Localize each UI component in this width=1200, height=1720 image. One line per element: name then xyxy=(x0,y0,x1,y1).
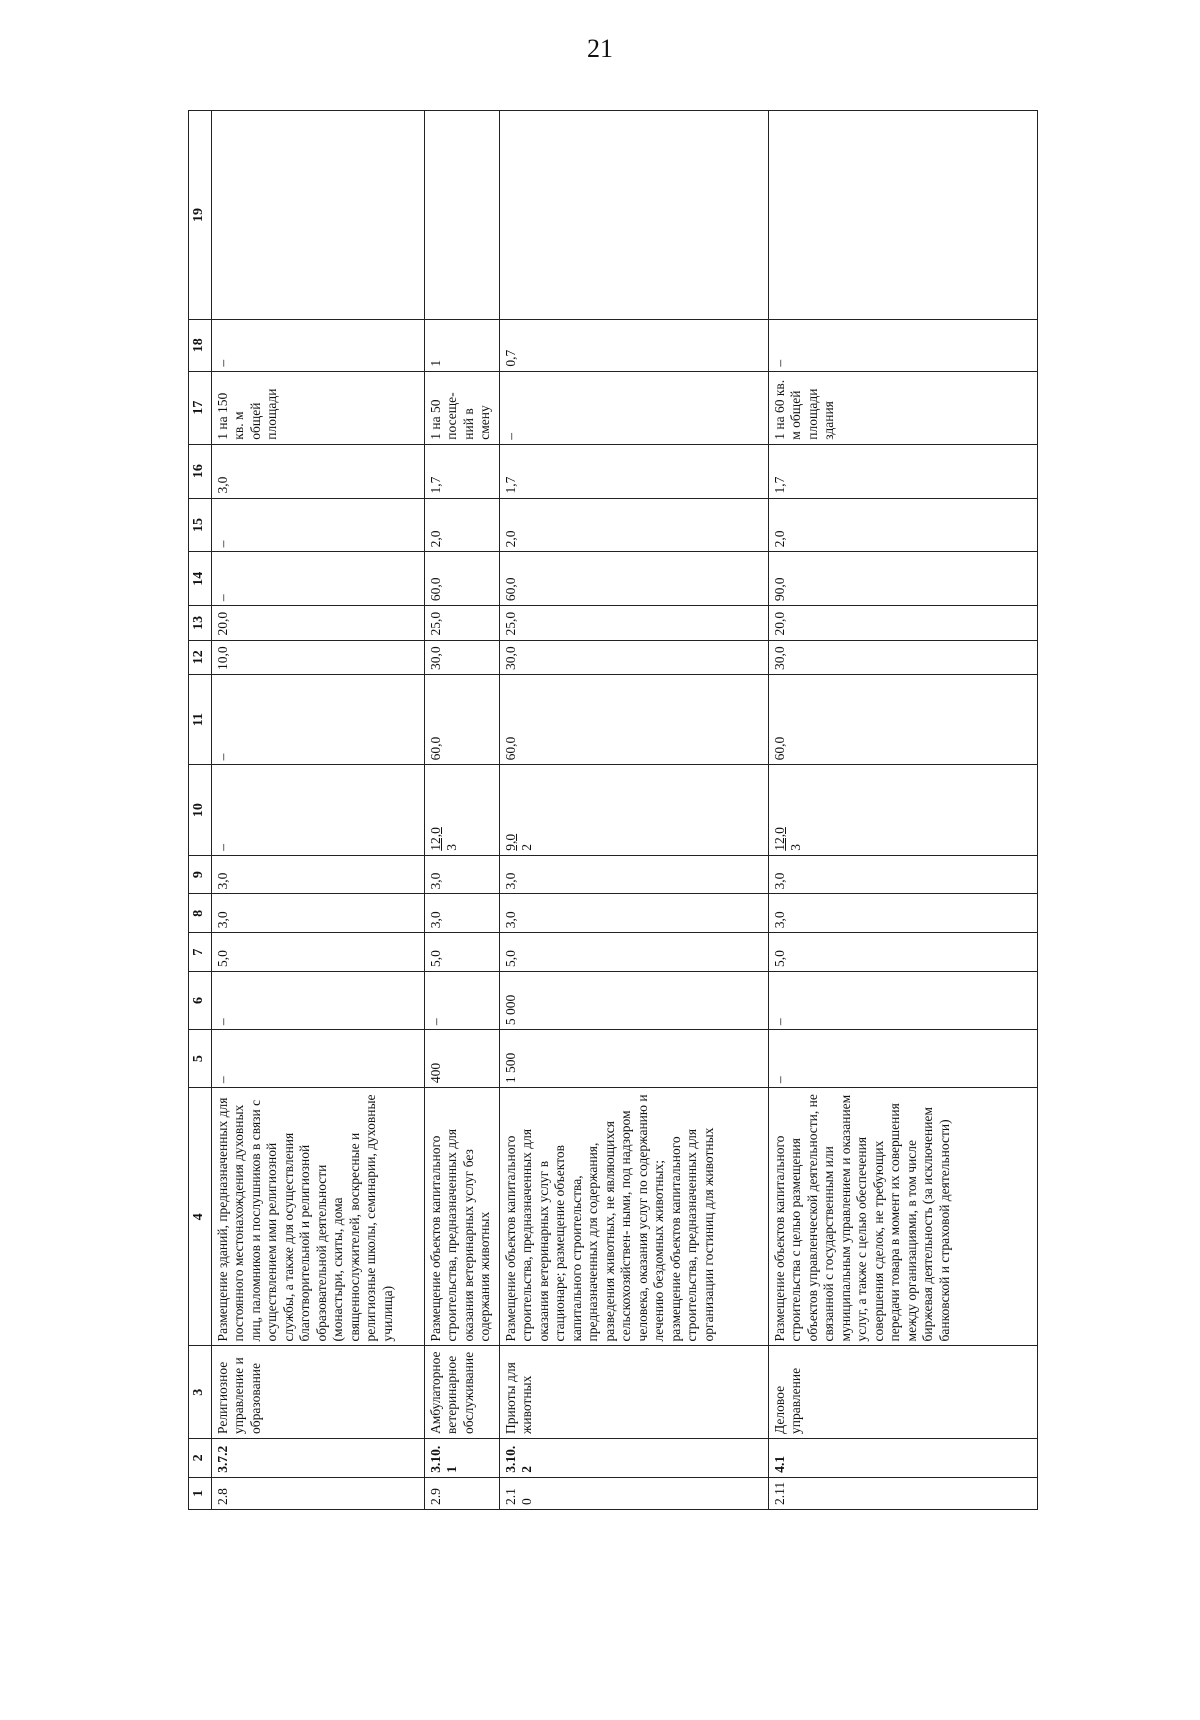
cell-col-9: 3,0 xyxy=(769,855,1038,894)
cell-col-12: 10,0 xyxy=(212,640,425,674)
cell-col-17: 1 на 150 кв. м общей площади xyxy=(212,371,425,444)
cell-col-12: 30,0 xyxy=(769,640,1038,674)
table-row xyxy=(425,111,500,1510)
column-header: 10 xyxy=(189,765,212,855)
cell-col-15: – xyxy=(212,498,425,552)
land-use-code: 3.10.2 xyxy=(500,1438,769,1477)
land-use-description: Размещение объектов капитального строительства, предназначенных для оказания ветеринарных услуг без содержания животных xyxy=(425,1088,500,1346)
cell-col-6: – xyxy=(212,971,425,1029)
land-use-name: Деловое управление xyxy=(769,1346,1038,1439)
cell-col-19 xyxy=(500,111,769,320)
cell-col-14: 60,0 xyxy=(425,552,500,606)
cell-col-13: 25,0 xyxy=(500,606,769,640)
cell-col-8: 3,0 xyxy=(500,894,769,933)
row-number: 2.10 xyxy=(500,1477,769,1509)
cell-col-5: – xyxy=(212,1030,425,1088)
fraction xyxy=(772,827,805,851)
cell-col-11: 60,0 xyxy=(769,674,1038,764)
cell-col-7: 5,0 xyxy=(500,933,769,972)
cell-col-10 xyxy=(500,765,769,855)
cell-col-6: 5 000 xyxy=(500,971,769,1029)
column-header: 14 xyxy=(189,552,212,606)
column-header: 4 xyxy=(189,1088,212,1346)
fraction xyxy=(215,844,231,851)
cell-col-15: 2,0 xyxy=(500,498,769,552)
fraction-denominator: 2 xyxy=(519,844,535,851)
cell-col-7: 5,0 xyxy=(212,933,425,972)
column-header: 18 xyxy=(189,319,212,371)
fraction xyxy=(503,834,536,851)
cell-col-16: 1,7 xyxy=(425,444,500,498)
column-header: 2 xyxy=(189,1438,212,1477)
fraction-denominator: 3 xyxy=(444,844,460,851)
column-header: 3 xyxy=(189,1346,212,1439)
column-header: 12 xyxy=(189,640,212,674)
cell-col-18: 1 xyxy=(425,319,500,371)
cell-col-9: 3,0 xyxy=(212,855,425,894)
column-header: 13 xyxy=(189,606,212,640)
cell-col-5: – xyxy=(769,1030,1038,1088)
cell-col-11: 60,0 xyxy=(500,674,769,764)
cell-col-17: 1 на 50 посеще- ний в смену xyxy=(425,371,500,444)
row-number: 2.11 xyxy=(769,1477,1038,1509)
cell-col-18: – xyxy=(212,319,425,371)
cell-col-12: 30,0 xyxy=(425,640,500,674)
land-use-name: Религиозное управление и образование xyxy=(212,1346,425,1439)
cell-col-14: – xyxy=(212,552,425,606)
cell-col-9: 3,0 xyxy=(500,855,769,894)
cell-col-17: – xyxy=(500,371,769,444)
cell-col-10 xyxy=(212,765,425,855)
fraction-numerator: 12,0 xyxy=(428,827,443,851)
column-header: 16 xyxy=(189,444,212,498)
land-use-code: 4.1 xyxy=(769,1438,1038,1477)
page-number: 21 xyxy=(587,34,613,63)
table-row xyxy=(769,111,1038,1510)
land-use-description: Размещение объектов капитального строительства, предназначенных для оказания ветеринарных услуг в стационаре; размещение объектов капитального строительства, предназначенных для содержания, разведения животных, не являющихся сельскохозяйствен- ными, под надзором человека, оказания услуг по содержанию и лечению бездомных животных; размещение объектов капитального строительства, предназначенных для организации гостиниц для животных xyxy=(500,1088,769,1346)
cell-col-16: 3,0 xyxy=(212,444,425,498)
cell-col-13: 20,0 xyxy=(212,606,425,640)
rotated-table-wrapper xyxy=(188,110,1058,1510)
land-use-description: Размещение объектов капитального строительства с целью размещения объектов управленческой деятельности, не связанной с государственным или муниципальным управлением и оказанием услуг, а также с целью обеспечения совершения сделок, не требующих передачи товара в момент их совершения между организациями, в том числе биржевая деятельность (за исключением банковской и страховой деятельности) xyxy=(769,1088,1038,1346)
cell-col-14: 60,0 xyxy=(500,552,769,606)
cell-col-19 xyxy=(425,111,500,320)
land-use-code: 3.7.2 xyxy=(212,1438,425,1477)
cell-col-18: – xyxy=(769,319,1038,371)
column-header: 7 xyxy=(189,933,212,972)
column-header: 6 xyxy=(189,971,212,1029)
cell-col-6: – xyxy=(769,971,1038,1029)
cell-col-9: 3,0 xyxy=(425,855,500,894)
cell-col-15: 2,0 xyxy=(769,498,1038,552)
column-header: 17 xyxy=(189,371,212,444)
cell-col-5: 400 xyxy=(425,1030,500,1088)
column-header: 11 xyxy=(189,674,212,764)
cell-col-8: 3,0 xyxy=(769,894,1038,933)
cell-col-5: 1 500 xyxy=(500,1030,769,1088)
land-use-name: Приюты для животных xyxy=(500,1346,769,1439)
cell-col-12: 30,0 xyxy=(500,640,769,674)
row-number: 2.9 xyxy=(425,1477,500,1509)
cell-col-17: 1 на 60 кв. м общей площади здания xyxy=(769,371,1038,444)
cell-col-16: 1,7 xyxy=(500,444,769,498)
cell-col-18: 0,7 xyxy=(500,319,769,371)
cell-col-13: 25,0 xyxy=(425,606,500,640)
land-use-description: Размещение зданий, предназначенных для постоянного местонахождения духовных лиц, паломников и послушников в связи с осуществлением ими религиозной службы, а также для осуществления благотворительной и религиозной образовательной деятельности (монастыри, скиты, дома священнослужителей, воскресные и религиозные школы, семинарии, духовные училища) xyxy=(212,1088,425,1346)
fraction xyxy=(428,827,461,851)
cell-col-16: 1,7 xyxy=(769,444,1038,498)
table-row xyxy=(500,111,769,1510)
column-header: 1 xyxy=(189,1477,212,1509)
cell-col-13: 20,0 xyxy=(769,606,1038,640)
fraction-denominator: 3 xyxy=(788,844,804,851)
column-header: 8 xyxy=(189,894,212,933)
cell-col-10 xyxy=(425,765,500,855)
fraction-numerator: 9,0 xyxy=(503,833,518,851)
land-use-name: Амбулаторное ветеринарное обслуживание xyxy=(425,1346,500,1439)
column-header: 9 xyxy=(189,855,212,894)
column-header: 15 xyxy=(189,498,212,552)
column-header: 5 xyxy=(189,1030,212,1088)
fraction-value: – xyxy=(215,844,230,851)
cell-col-7: 5,0 xyxy=(769,933,1038,972)
column-number-row xyxy=(189,111,212,1510)
cell-col-8: 3,0 xyxy=(425,894,500,933)
cell-col-11: – xyxy=(212,674,425,764)
cell-col-6: – xyxy=(425,971,500,1029)
cell-col-14: 90,0 xyxy=(769,552,1038,606)
cell-col-7: 5,0 xyxy=(425,933,500,972)
table-row xyxy=(212,111,425,1510)
land-use-code: 3.10.1 xyxy=(425,1438,500,1477)
row-number: 2.8 xyxy=(212,1477,425,1509)
cell-col-11: 60,0 xyxy=(425,674,500,764)
cell-col-10 xyxy=(769,765,1038,855)
cell-col-8: 3,0 xyxy=(212,894,425,933)
cell-col-15: 2,0 xyxy=(425,498,500,552)
cell-col-19 xyxy=(212,111,425,320)
column-header: 19 xyxy=(189,111,212,320)
cell-col-19 xyxy=(769,111,1038,320)
regulations-table xyxy=(188,110,1038,1510)
fraction-numerator: 12,0 xyxy=(772,827,787,851)
